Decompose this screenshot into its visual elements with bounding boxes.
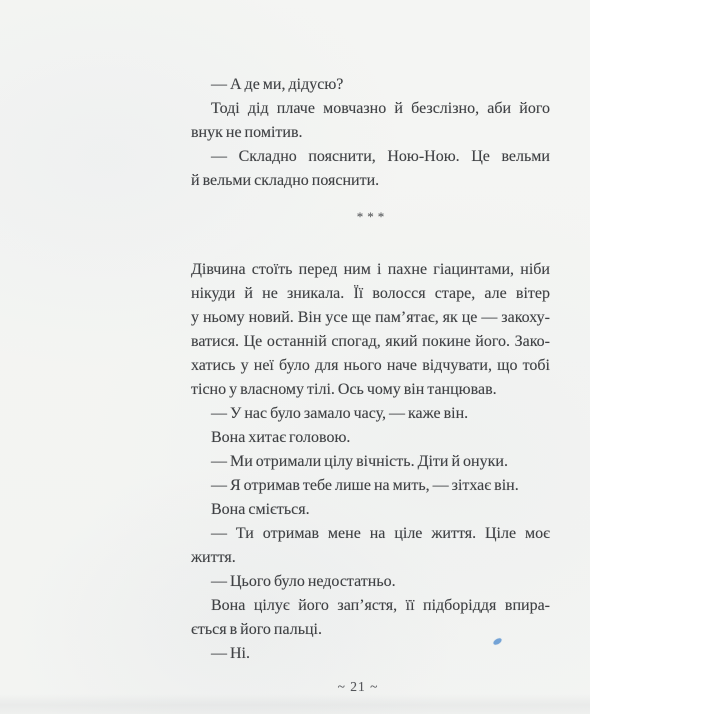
section-separator: *** [356,209,389,224]
text-line: й вельми складно пояснити. [191,172,380,189]
text-line: Вона сміється. [211,501,310,518]
text-line: — Ні. [211,645,250,662]
text-line: ватися. Це останній спогад, який покине його. Зако- [191,333,550,350]
text-line: — Я отримав тебе лише на мить, — зітхає він. [211,477,519,494]
text-line: життя. [191,549,236,566]
text-line: Вона цілує його зап’ястя, її підборіддя впира- [211,597,550,614]
page-number: ~ 21 ~ [337,679,379,694]
text-line: Вона хитає головою. [211,429,351,446]
text-line: — Складно пояснити, Ною-Ною. Це вельми [211,148,550,165]
text-line: Тоді дід плаче мовчазно й безслізно, аби його [211,100,550,117]
text-line: внук не помітив. [191,124,303,141]
body-text [191,73,550,666]
text-line: — Ми отримали цілу вічність. Діти й онуки. [211,453,508,470]
text-line: — А де ми, дідусю? [211,76,344,93]
text-line: — У нас було замало часу, — каже він. [211,405,469,422]
text-line: Дівчина стоїть перед ним і пахне гіацинтами, ніби [191,261,550,278]
text-line: — Цього було недостатньо. [211,573,396,590]
text-line: нікуди й не зникала. Її волосся старе, але вітер [191,285,550,302]
text-line: тісно у власному тілі. Ось чому він танцював. [191,381,497,398]
text-line: хатись у неї було для нього наче відчувати, що тобі [191,357,550,374]
text-line: — Ти отримав мене на ціле життя. Ціле моє [211,525,550,542]
text-line: ється в його пальці. [191,621,322,638]
text-line: у ньому новий. Він усе ще пам’ятає, як це — закоху- [191,309,550,326]
